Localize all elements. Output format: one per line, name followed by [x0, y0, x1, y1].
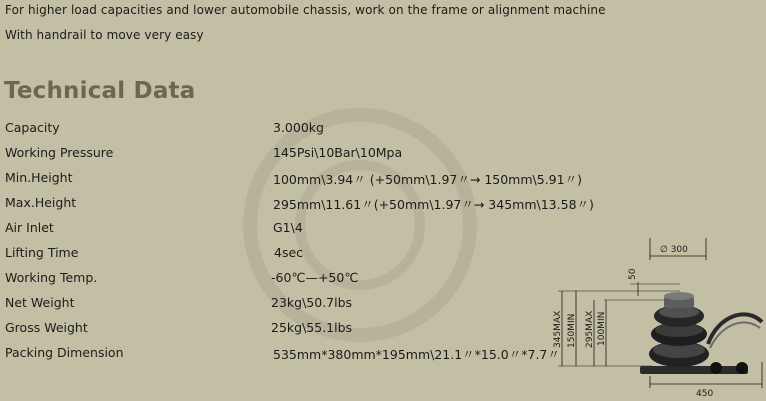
top-offset-label: 50	[628, 268, 638, 280]
spec-label-capacity: Capacity	[5, 120, 60, 135]
spec-row	[0, 345, 600, 365]
spec-value-min-height: 100mm\3.94〃 (+50mm\1.97〃→ 150mm\5.91〃)	[273, 172, 582, 187]
diameter-label: ∅ 300	[660, 245, 688, 255]
spec-row	[0, 195, 600, 215]
spec-label-min-height: Min.Height	[5, 170, 73, 185]
dim-150min-label: 150MIN	[567, 313, 577, 348]
dim-295max-label: 295MAX	[585, 310, 595, 348]
spec-value-working-pressure: 145Psi\10Bar\10Mpa	[273, 145, 403, 160]
spec-row	[0, 145, 600, 165]
section-heading: Technical Data	[4, 78, 196, 104]
jack-dimension-diagram	[540, 236, 766, 401]
spec-row	[0, 295, 600, 315]
spec-row	[0, 220, 600, 240]
dim-100min-label: 100MIN	[597, 311, 607, 346]
spec-row	[0, 320, 600, 340]
spec-label-gross-weight: Gross Weight	[5, 320, 88, 335]
spec-label-working-pressure: Working Pressure	[5, 145, 114, 160]
spec-value-net-weight: 23kg\50.7lbs	[271, 295, 353, 310]
intro-line-1: For higher load capacities and lower automobile chassis, work on the frame or alignment machine	[5, 3, 606, 17]
spec-value-lifting-time: 4sec	[274, 245, 304, 260]
spec-label-working-temp: Working Temp.	[5, 270, 98, 285]
spec-label-packing-dimension: Packing Dimension	[5, 345, 124, 360]
width-label: 450	[696, 389, 714, 399]
air-jack-illustration	[640, 292, 762, 374]
spec-value-capacity: 3.000kg	[273, 120, 324, 135]
spec-row	[0, 245, 600, 265]
dim-345max-label: 345MAX	[553, 310, 563, 348]
spec-value-max-height: 295mm\11.61〃(+50mm\1.97〃→ 345mm\13.58〃)	[273, 197, 594, 212]
spec-label-air-inlet: Air Inlet	[5, 220, 54, 235]
spec-value-air-inlet: G1\4	[273, 220, 303, 235]
spec-value-working-temp: -60℃—+50℃	[271, 270, 359, 285]
spec-label-lifting-time: Lifting Time	[5, 245, 79, 260]
diameter-dimension	[650, 238, 706, 260]
spec-row	[0, 120, 600, 140]
spec-value-packing-dimension: 535mm*380mm*195mm\21.1〃*15.0〃*7.7〃	[273, 347, 560, 362]
spec-label-max-height: Max.Height	[5, 195, 77, 210]
intro-line-2: With handrail to move very easy	[5, 28, 204, 42]
top-offset-dimension	[628, 268, 680, 296]
spec-label-net-weight: Net Weight	[5, 295, 75, 310]
spec-row	[0, 170, 600, 190]
spec-value-gross-weight: 25kg\55.1lbs	[271, 320, 353, 335]
spec-row	[0, 270, 600, 290]
